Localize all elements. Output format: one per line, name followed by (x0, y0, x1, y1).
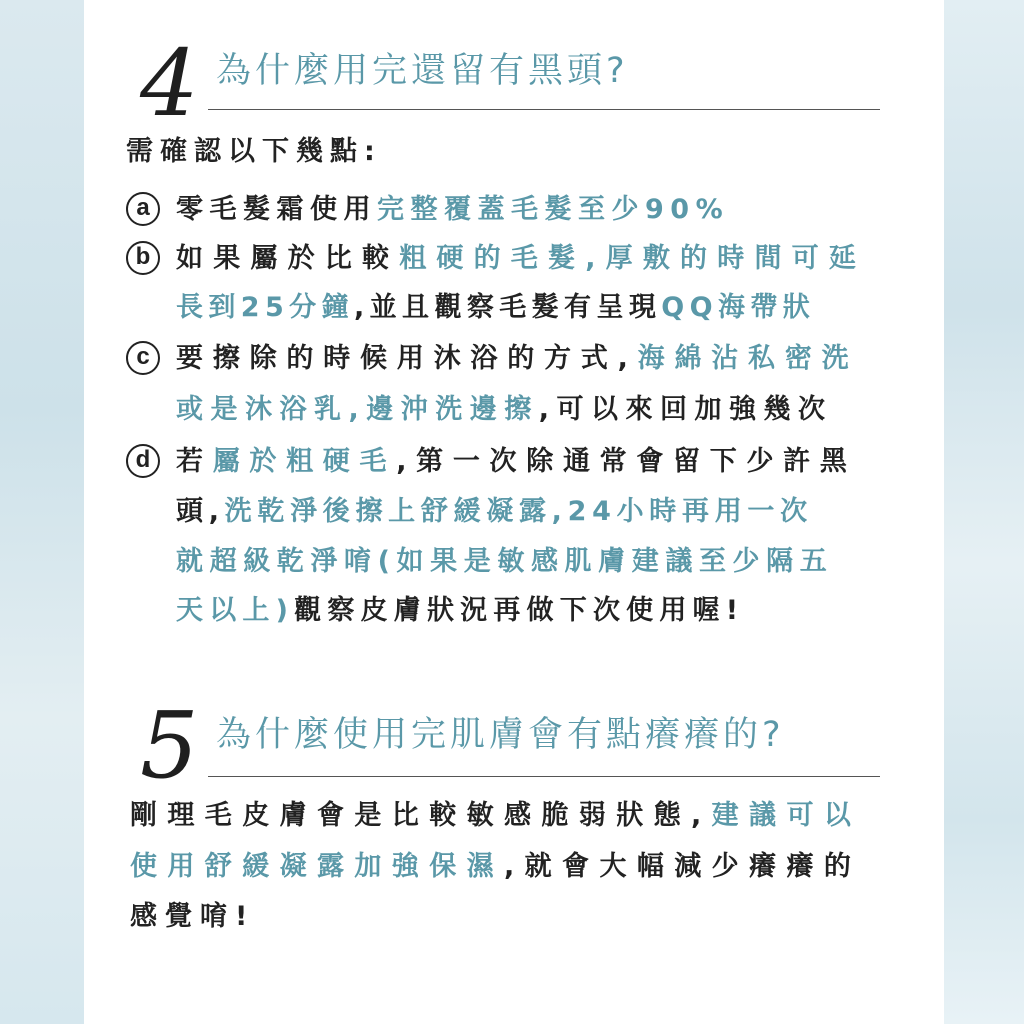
item-d-line-3: 就超級乾淨唷(如果是敏感肌膚建議至少隔五 (176, 546, 834, 577)
item-c-marker: c (126, 341, 160, 375)
content-card (84, 0, 944, 1024)
item-b-line-1: 如果屬於比較粗硬的毛髮,厚敷的時間可延 (176, 243, 867, 274)
item-d-line-1: 若屬於粗硬毛,第一次除通常會留下少許黑 (176, 446, 857, 477)
item-b-marker: b (126, 241, 160, 275)
section-4-number: 4 (140, 30, 199, 137)
section-5-line-3: 感覺唷! (130, 901, 256, 932)
item-a-line-1: 零毛髮霜使用完整覆蓋毛髮至少90% (176, 194, 730, 225)
item-b-line-2: 長到25分鐘,並且觀察毛髮有呈現QQ海帶狀 (176, 292, 816, 323)
background-left-panel (0, 0, 84, 1024)
item-c-line-2: 或是沐浴乳,邊沖洗邊擦,可以來回加強幾次 (176, 394, 833, 425)
section-5-divider (208, 776, 880, 777)
section-4-divider (208, 109, 880, 110)
section-5-line-1: 剛理毛皮膚會是比較敏感脆弱狀態,建議可以 (130, 800, 862, 831)
item-d-line-2: 頭,洗乾淨後擦上舒緩凝露,24小時再用一次 (176, 496, 813, 527)
section-5-number: 5 (140, 692, 199, 799)
item-a-marker: a (126, 192, 160, 226)
section-5-line-2: 使用舒緩凝露加強保濕,就會大幅減少癢癢的 (130, 851, 862, 882)
section-4-heading: 為什麼用完還留有黑頭? (216, 51, 629, 91)
section-5-heading: 為什麼使用完肌膚會有點癢癢的? (216, 715, 785, 755)
section-4-intro: 需確認以下幾點: (126, 136, 382, 167)
item-d-line-4: 天以上)觀察皮膚狀況再做下次使用喔! (176, 595, 745, 626)
item-d-marker: d (126, 444, 160, 478)
item-c-line-1: 要擦除的時候用沐浴的方式,海綿沾私密洗 (176, 343, 859, 374)
background-right-panel (944, 0, 1024, 1024)
